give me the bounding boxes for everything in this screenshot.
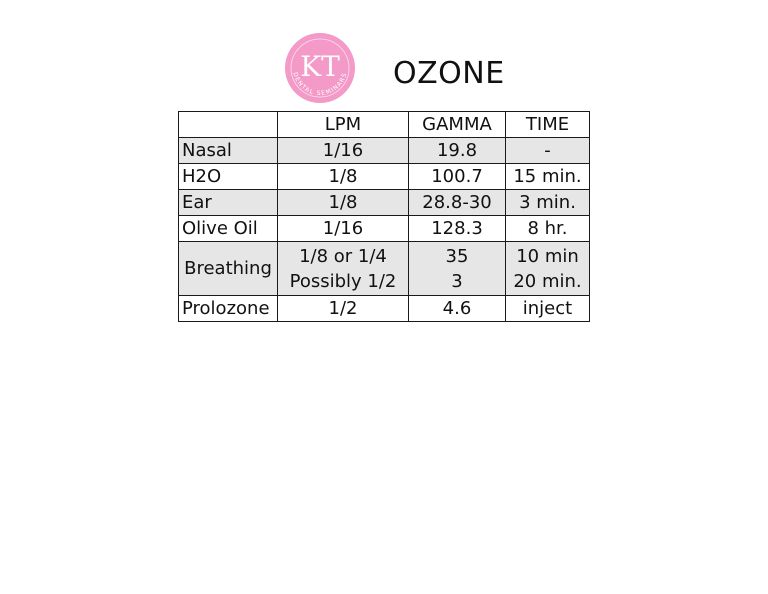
time-cell — [506, 242, 590, 296]
header-cell-blank — [179, 112, 278, 138]
gamma-cell: 128.3 — [409, 216, 506, 242]
header-cell-lpm: LPM — [278, 112, 409, 138]
gamma-cell: 4.6 — [409, 296, 506, 322]
row-label: Olive Oil — [179, 216, 278, 242]
table-row — [179, 164, 590, 190]
row-label: Breathing — [179, 242, 278, 296]
time-cell: - — [506, 138, 590, 164]
lpm-cell: 1/8 — [278, 190, 409, 216]
row-label: H2O — [179, 164, 278, 190]
kt-logo — [284, 32, 356, 104]
lpm-cell: 1/2 — [278, 296, 409, 322]
time-line: 20 min. — [513, 270, 582, 292]
table-row — [179, 216, 590, 242]
ozone-table — [178, 111, 590, 322]
lpm-cell: 1/16 — [278, 216, 409, 242]
row-label: Ear — [179, 190, 278, 216]
time-cell: inject — [506, 296, 590, 322]
time-line: 10 min — [516, 245, 579, 267]
lpm-line: Possibly 1/2 — [289, 270, 397, 292]
row-label: Nasal — [179, 138, 278, 164]
time-cell: 3 min. — [506, 190, 590, 216]
lpm-line: 1/8 or 1/4 — [299, 245, 387, 267]
gamma-cell: 19.8 — [409, 138, 506, 164]
table-header-row — [179, 112, 590, 138]
gamma-cell: 100.7 — [409, 164, 506, 190]
time-cell: 15 min. — [506, 164, 590, 190]
kt-logo-graphic — [284, 32, 356, 104]
row-label: Prolozone — [179, 296, 278, 322]
header-cell-time: TIME — [506, 112, 590, 138]
table-row — [179, 138, 590, 164]
logo-ring-text: DENTAL SEMINARS — [291, 71, 349, 98]
gamma-cell: 28.8-30 — [409, 190, 506, 216]
lpm-cell: 1/8 — [278, 164, 409, 190]
gamma-cell — [409, 242, 506, 296]
table-row — [179, 190, 590, 216]
gamma-line: 3 — [451, 270, 463, 292]
lpm-cell: 1/16 — [278, 138, 409, 164]
header-cell-gamma: GAMMA — [409, 112, 506, 138]
gamma-line: 35 — [445, 245, 469, 267]
logo-initials: KT — [300, 50, 340, 83]
table-row — [179, 242, 590, 296]
time-cell: 8 hr. — [506, 216, 590, 242]
page-title: OZONE — [393, 56, 505, 91]
lpm-cell — [278, 242, 409, 296]
table-row — [179, 296, 590, 322]
